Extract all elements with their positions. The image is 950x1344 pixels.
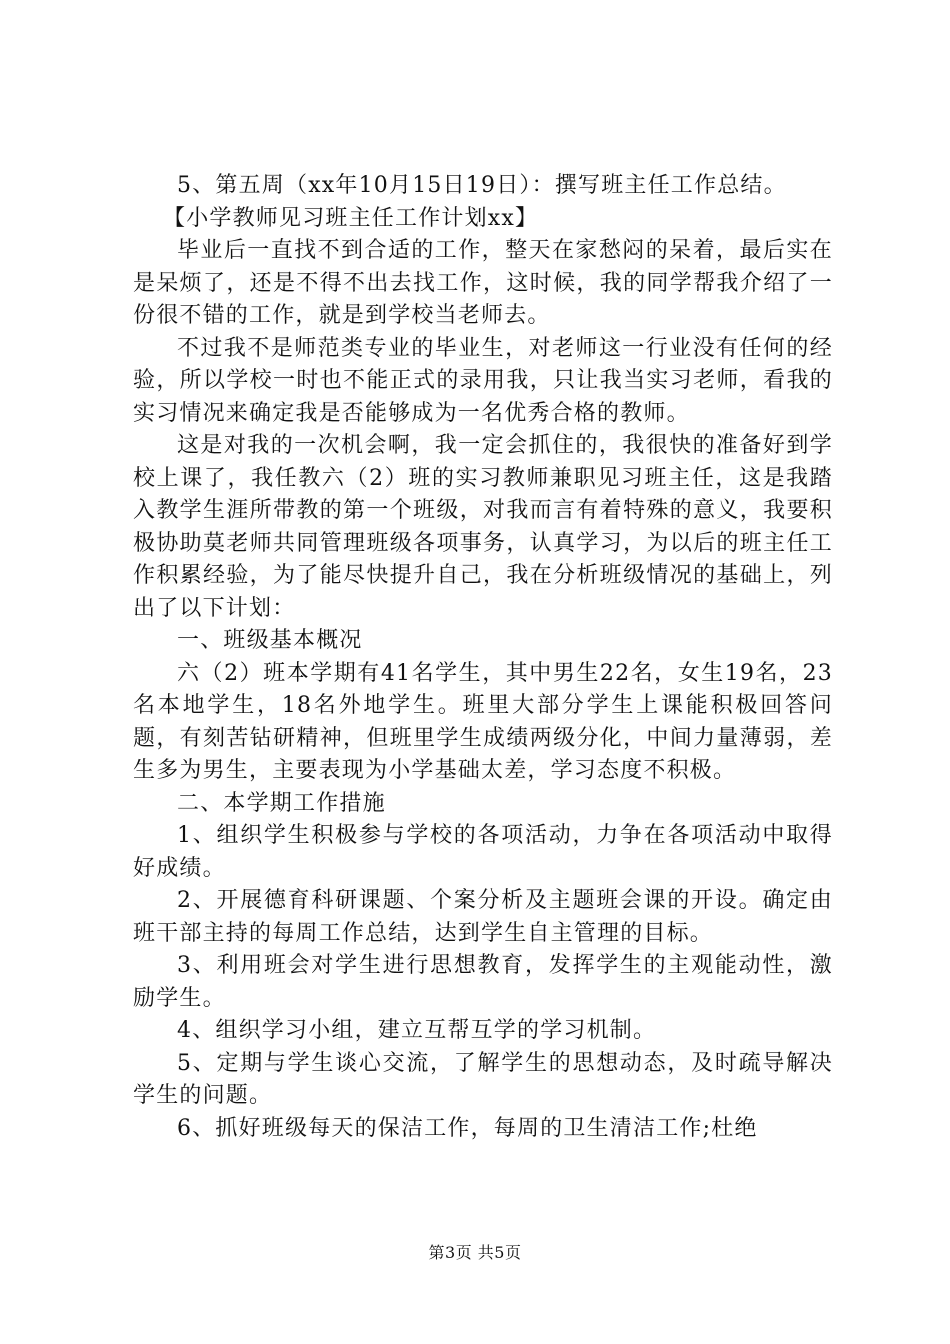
page-footer: 第3页 共5页 bbox=[428, 1243, 522, 1262]
measure-item-6: 6、抓好班级每天的保洁工作，每周的卫生清洁工作;杜绝 bbox=[177, 1115, 758, 1141]
document-body bbox=[133, 170, 833, 1145]
measure-item-3: 3、利用班会对学生进行思想教育，发挥学生的主观能动性，激励学生。 bbox=[133, 953, 833, 1011]
measure-item-2: 2、开展德育科研课题、个案分析及主题班会课的开设。确定由班干部主持的每周工作总结，达到学生自主管理的目标。 bbox=[133, 888, 833, 946]
measure-item-1: 1、组织学生积极参与学校的各项活动，力争在各项活动中取得好成绩。 bbox=[133, 823, 833, 881]
measure-item-5: 5、定期与学生谈心交流，了解学生的思想动态，及时疏导解决学生的问题。 bbox=[133, 1050, 833, 1108]
paragraph-class-overview: 六（2）班本学期有41名学生，其中男生22名，女生19名，23名本地学生，18名外地学生。班里大部分学生上课能积极回答问题，有刻苦钻研精神，但班里学生成绩两级分化，中间力量薄弱，差生多为男生，主要表现为小学基础太差，学习态度不积极。 bbox=[133, 660, 833, 783]
paragraph-intro: 毕业后一直找不到合适的工作，整天在家愁闷的呆着，最后实在是呆烦了，还是不得不出去找工作，这时候，我的同学帮我介绍了一份很不错的工作，就是到学校当老师去。 bbox=[133, 238, 833, 328]
heading-class-overview: 一、班级基本概况 bbox=[177, 628, 363, 653]
heading-work-measures: 二、本学期工作措施 bbox=[177, 790, 386, 816]
paragraph-background: 不过我不是师范类专业的毕业生，对老师这一行业没有任何的经验，所以学校一时也不能正式的录用我，只让我当实习老师，看我的实习情况来确定我是否能够成为一名优秀合格的教师。 bbox=[133, 335, 833, 426]
measure-item-4: 4、组织学习小组，建立互帮互学的学习机制。 bbox=[177, 1018, 657, 1043]
paragraph-week5: 5、第五周（xx年10月15日19日）：撰写班主任工作总结。 bbox=[177, 173, 787, 198]
section-title: 【小学教师见习班主任工作计划xx】 bbox=[163, 205, 539, 231]
paragraph-opportunity: 这是对我的一次机会啊，我一定会抓住的，我很快的准备好到学校上课了，我任教六（2）班的实习教师兼职见习班主任，这是我踏入教学生涯所带教的第一个班级，对我而言有着特殊的意义，我要积极协助莫老师共同管理班级各项事务，认真学习，为以后的班主任工作积累经验，为了能尽快提升自己，我在分析班级情况的基础上，列出了以下计划： bbox=[133, 433, 833, 621]
